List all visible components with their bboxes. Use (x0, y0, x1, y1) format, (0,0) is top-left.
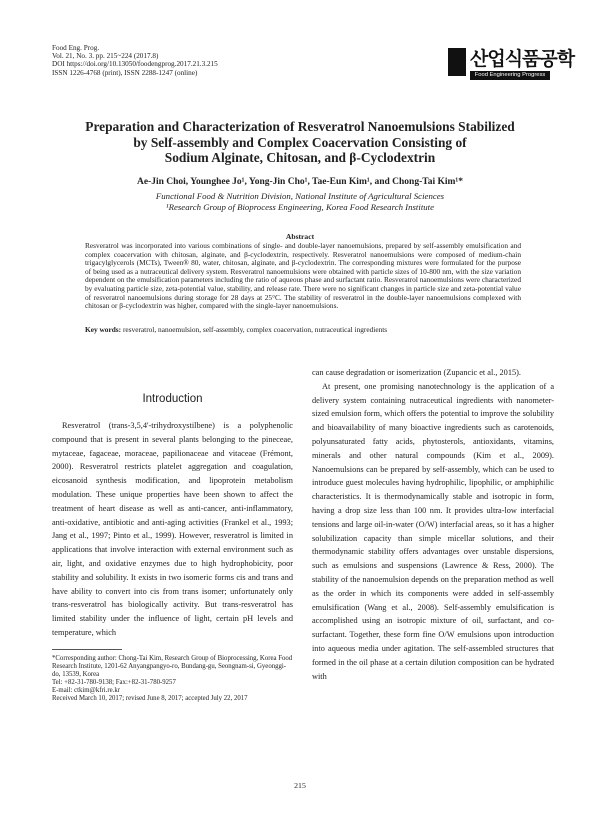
keywords (85, 325, 521, 334)
title-line-3: Sodium Alginate, Chitosan, and β-Cyclodextrin (164, 150, 436, 165)
journal-doi: DOI https://doi.org/10.13050/foodengprog.2017.21.3.215 (52, 60, 218, 69)
affiliation-1: Functional Food & Nutrition Division, National Institute of Agricultural Sciences (155, 191, 445, 201)
affiliation-2: ¹Research Group of Bioprocess Engineering, Korea Food Research Institute (165, 202, 435, 212)
author-list: Ae-Jin Choi, Younghee Jo¹, Yong-Jin Cho¹, Tae-Eun Kim¹, and Chong-Tai Kim¹* (136, 177, 464, 187)
logo-text: 산업식품공학 (470, 48, 575, 70)
journal-issn: ISSN 1226-4768 (print), ISSN 2288-1247 (online) (52, 68, 198, 77)
footnote-phone: Tel: +82-31-780-9138; Fax:+82-31-780-9257 (52, 679, 176, 687)
title-line-1: Preparation and Characterization of Resveratrol Nanoemulsions Stabilized (85, 119, 515, 134)
footnote-divider (52, 649, 122, 650)
journal-name: Food Eng. Prog. (52, 44, 100, 52)
abstract-heading: Abstract (285, 232, 315, 241)
logo-mark-icon (448, 48, 466, 76)
keywords-text: resveratrol, nanoemulsion, self-assembly, complex coacervation, nutraceutical ingredients (122, 325, 388, 334)
intro-paragraph-2: At present, one promising nanotechnology is the application of a delivery system containing nutraceutical ingredients with nanometer-sized emulsion form, which offers the potential to improve the solubility and bioavailability of many bioactive ingredients such as carotenoids, polyunsaturated fatty acids, phytosterols, antioxidants, vitamins, minerals and other natural compounds (Kim et al., 2009). Nanoemulsions can be prepared by self-assembly, which can be used to introduce guest molecules having hydrophilic, lipophilic, or amphiphilic characteristics. It is thermodynamically stable and isotropic in form, having a drop size less than 100 nm. It provides ultra-low interfacial tensions and large oil-in-water (O/W) interfacial areas, so it has a higher solubilization capacity than simple micellar solutions, and their thermodynamic stability offers advantages over unstable dispersions, such as emulsions and suspensions (Lawrence & Ress, 2000). The stability of the nanoemulsion depends on the preparation method as well as the order in which its components were added in self-assembly emulsification (Wang et al., 2008). Self-assembly emulsification is accomplished using an isotropic mixture of oil, surfactant, and co-surfactant. Together, these form fine O/W emulsions upon introduction into aqueous media under agitation. The self-assembled structures that formed in the oil phase at a certain dilution composition can be hydrated with (312, 381, 554, 681)
page-number: 215 (294, 781, 306, 790)
intro-paragraph-1-continued: can cause degradation or isomerization (Zupancic et al., 2015). (312, 368, 521, 377)
corresponding-author-footnote (52, 655, 293, 704)
journal-volume: Vol. 21, No. 3. pp. 215~224 (2017.8) (52, 52, 159, 61)
intro-paragraph-1: Resveratrol (trans-3,5,4'-trihydroxystilbene) is a polyphenolic compound that is present in several plants belonging to the pineceae, mytaceae, fagaceae, moraceae, papilionaceae and vitaceae (Frémont, 2000). Resveratrol restricts platelet aggregation and coagulation, eicosanoid synthesis modification, and lipoprotein metabolism modulation. These unique properties have been shown to affect the treatment of heart disease as well as anti-cancer, anti-inflammatory, anti-oxidative, antibiotic and anti-aging activities (Frankel et al., 1993; Jang et al., 1997; Pinto et al., 1999). However, resveratrol is limited in applications that involve interaction with external environment such as air, light, and oxidative enzymes due to high hydrophobicity, poor stability and solubility. It exists in two isomeric forms cis and trans and have ability to convert into cis from trans isomer; unfortunately only trans-resveratrol has biologically activity. But trans-resveratrol has limited stability under the influence of light, certain pH levels and temperature, which (52, 421, 293, 637)
keywords-label: Key words: (85, 325, 122, 334)
abstract-text: Resveratrol was incorporated into various combinations of single- and double-layer nanoemulsions, prepared by self-assembly emulsification and complex coacervation with chitosan, alginate, and β-cyclodextrin, respectively. Resveratrol nanoemulsions were composed of medium-chain trigacylglycerols (MCTs), Tween® 80, water, chitosan, alginate, and β-cyclodextrin. The corresponding mixtures were formulated for the purpose of being used as a nutraceutical delivery system. Resveratrol nanoemulsions were obtained with particle sizes of 10-800 nm, with the size variation dependent on the emulsification parameters including the ratio of aqueous phase and surfactant ratio. Resveratrol nanoemulsions were characterized by evaluating particle size, zeta-potential value, stability, and release rate. There were no significant changes in particle size and zeta-potential value of resveratrol nanoemulsions during storage for 28 days at 25°C. The stability of resveratrol in the double-layer nanoemulsions complexed with chitosan or β-cyclodextrin was higher, compared with the single-layer nanoemulsions. (85, 241, 521, 311)
right-column (312, 366, 554, 683)
journal-info (52, 44, 218, 77)
paper-title (40, 119, 560, 166)
left-column (52, 419, 293, 640)
logo-subtitle: Food Engineering Progress (470, 71, 550, 80)
affiliations (40, 191, 560, 213)
journal-logo (448, 44, 575, 84)
footnote-dates: Received March 10, 2017; revised June 8, 2017; accepted July 22, 2017 (52, 695, 248, 703)
footnote-email: E-mail: ctkim@kfri.re.kr (52, 687, 120, 695)
title-line-2: by Self-assembly and Complex Coacervation Consisting of (133, 134, 467, 150)
footnote-author: *Corresponding author: Chong-Tai Kim, Research Group of Bioprocessing, Korea Food Research Institute, 1201-62 Anyangpangyo-ro, Bundang-gu, Seongnam-si, Gyeonggi-do, 13539, Korea (52, 655, 293, 679)
section-heading-introduction: Introduction (142, 393, 203, 405)
